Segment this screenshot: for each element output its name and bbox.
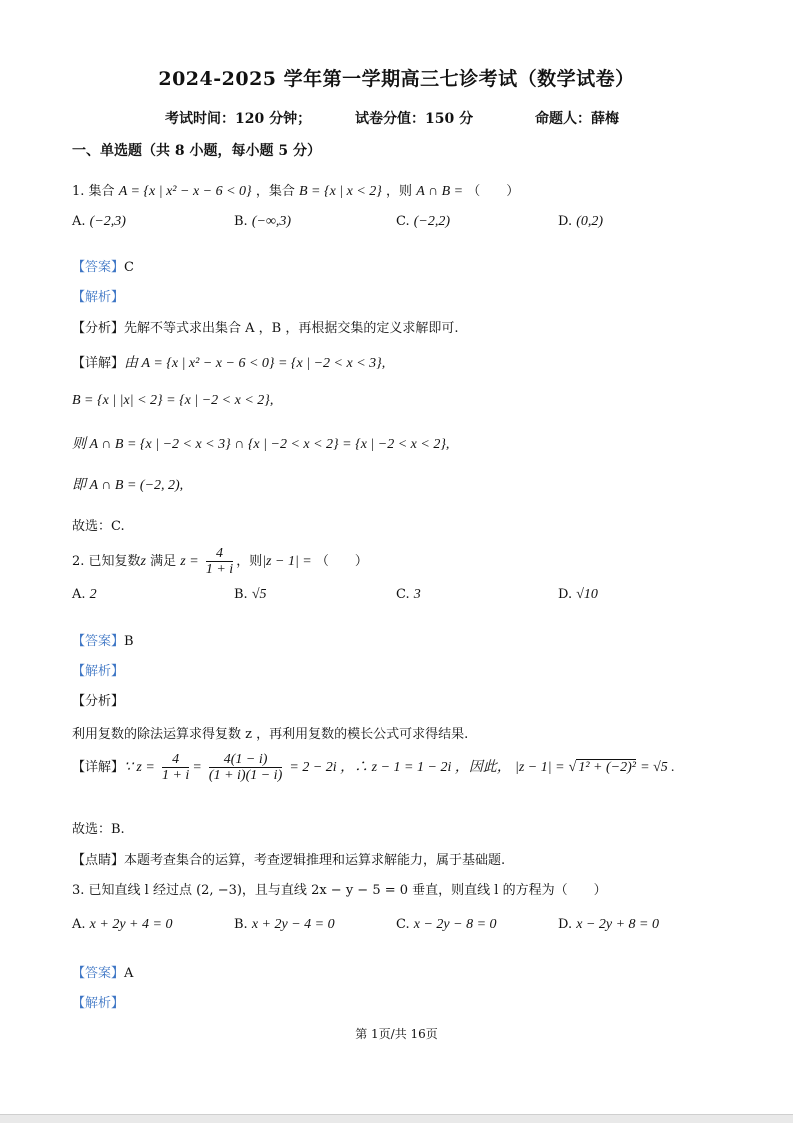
q3-analysis-tag: 【解析】 — [72, 996, 125, 1011]
q1-option-a: A. (−2,3) — [72, 214, 126, 229]
q2-option-d: D. √10 — [558, 587, 598, 602]
q2-option-b: B. √5 — [234, 587, 267, 602]
q1-detail-4: 即 A ∩ B = (−2, 2), — [72, 478, 184, 493]
q1-set-a: A = {x | x² − x − 6 < 0} — [118, 184, 252, 199]
exam-score: 试卷分值：150 分 — [355, 111, 474, 127]
q2-conclusion: 故选：B. — [72, 822, 125, 837]
q2-fraction: $\frac{4}{1 + i}$ — [205, 546, 234, 577]
q1-expr: A ∩ B = — [416, 184, 464, 199]
q3-option-c: C. x − 2y − 8 = 0 — [396, 917, 497, 932]
q1-fenxi: 【分析】先解不等式求出集合 A ，B ，再根据交集的定义求解即可. — [72, 321, 459, 336]
q1-detail-1: 【详解】由 A = {x | x² − x − 6 < 0} = {x | −2 < x < 3}, — [72, 356, 386, 371]
section-heading: 一、单选题（共 8 小题，每小题 5 分） — [72, 143, 321, 159]
page-title: 2024-2025 学年第一学期高三七诊考试（数学试卷） — [158, 68, 635, 90]
q2-analysis-tag: 【解析】 — [72, 664, 125, 679]
q1-analysis-tag: 【解析】 — [72, 290, 125, 305]
q3-option-b: B. x + 2y − 4 = 0 — [234, 917, 335, 932]
q2-stem: 2. 已知复数z 满足 z = $\frac{4}{1 + i}$ ，则|z − 1| = （ ） — [72, 546, 368, 577]
page-footer: 第 1页/共 16页 — [355, 1027, 438, 1041]
q2-detail: 【详解】∵ z = $\frac{4}{1 + i}$ = $\frac{4(1 - i)}{(1 + i)(1 - i)}$ = 2 − 2i ，∴ z − 1 = 1 − 2i ，因此， |z − 1| = √ 1² + (−2)² = √5 . — [72, 752, 675, 783]
q1-set-b: B = {x | x < 2} — [298, 184, 382, 199]
q1-detail-3: 则 A ∩ B = {x | −2 < x < 3} ∩ {x | −2 < x < 2} = {x | −2 < x < 2}, — [72, 437, 450, 452]
q1-option-c: C. (−2,2) — [396, 214, 451, 229]
q1-option-d: D. (0,2) — [558, 214, 604, 229]
q3-option-d: D. x − 2y + 8 = 0 — [558, 917, 660, 932]
q1-stem-c: ，则 — [386, 184, 413, 199]
q2-dianjing: 【点睛】本题考查集合的运算，考查逻辑推理和运算求解能力，属于基础题. — [72, 853, 506, 868]
q1-option-b: B. (−∞,3) — [234, 214, 292, 229]
q1-stem-b: ，集合 — [255, 184, 295, 199]
q2-fenxi-text: 利用复数的除法运算求得复数 z ，再利用复数的模长公式可求得结果. — [72, 727, 469, 742]
q3-answer: 【答案】A — [72, 966, 134, 981]
q1-paren: （ ） — [467, 184, 520, 199]
q1-answer: 【答案】C — [72, 260, 134, 275]
q2-answer: 【答案】B — [72, 634, 134, 649]
q2-fenxi-tag: 【分析】 — [72, 694, 125, 709]
exam-time: 考试时间：120 分钟； — [165, 111, 312, 127]
q2-option-c: C. 3 — [396, 587, 421, 602]
q3-stem: 3. 已知直线 l 经过点 (2, −3)，且与直线 2x − y − 5 = 0 垂直，则直线 l 的方程为（ ） — [72, 883, 607, 898]
q1-conclusion: 故选：C. — [72, 519, 125, 534]
q3-option-a: A. x + 2y + 4 = 0 — [72, 917, 173, 932]
exam-author: 命题人：薛梅 — [535, 111, 619, 127]
q1-detail-2: B = {x | |x| < 2} = {x | −2 < x < 2}, — [72, 393, 274, 408]
q1-stem-a: 1. 集合 — [72, 184, 115, 199]
q2-option-a: A. 2 — [72, 587, 97, 602]
q1-stem — [72, 180, 519, 200]
